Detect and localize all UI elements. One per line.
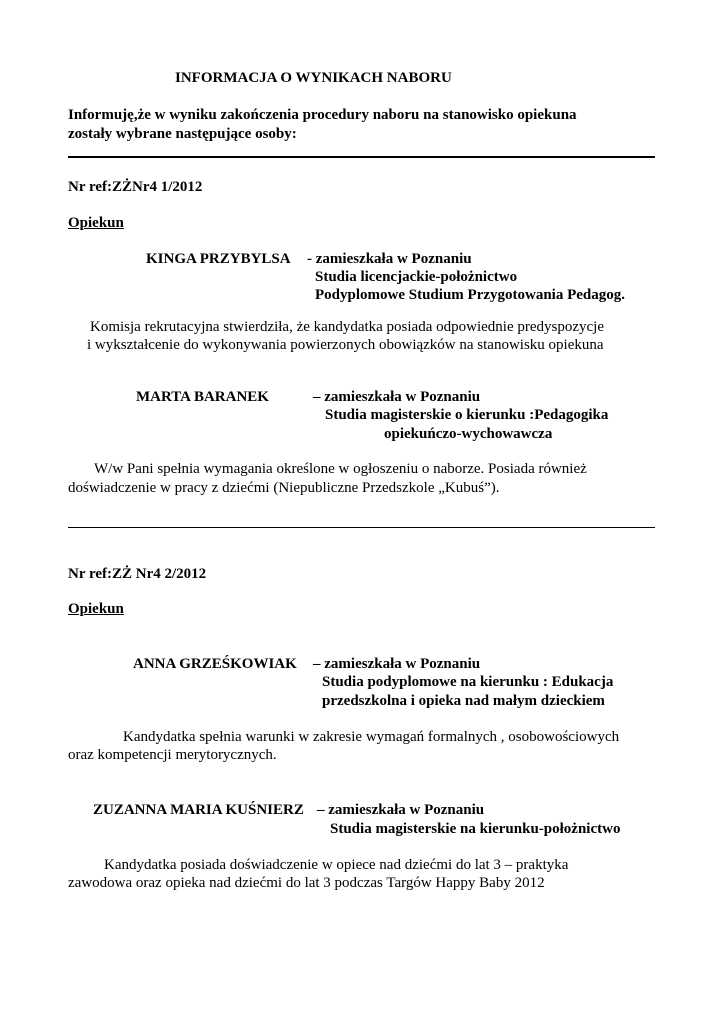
candidate-comment: oraz kompetencji merytorycznych. [68,747,277,763]
candidate-residence: – zamieszkała w Poznaniu [317,802,485,818]
candidate-education: Studia magisterskie na kierunku-położnictwo [330,821,621,837]
intro-line-2: zostały wybrane następujące osoby: [68,126,297,142]
candidate-education: Studia magisterskie o kierunku :Pedagogika [325,407,609,423]
candidate-comment: W/w Pani spełnia wymagania określone w ogłoszeniu o naborze. Posiada również [94,461,587,477]
candidate-education: Studia podyplomowe na kierunku : Edukacja [322,674,614,690]
ref-number: Nr ref:ZŻ Nr4 2/2012 [68,566,207,582]
position-heading: Opiekun [68,601,124,617]
candidate-name: ZUZANNA MARIA KUŚNIERZ [93,802,304,818]
position-heading: Opiekun [68,215,124,231]
candidate-comment: i wykształcenie do wykonywania powierzonych obowiązków na stanowisku opiekuna [87,337,604,353]
intro-line-1: Informuję,że w wyniku zakończenia procedury naboru na stanowisko opiekuna [68,107,577,123]
page-title: INFORMACJA O WYNIKACH NABORU [175,70,452,86]
candidate-name: ANNA GRZEŚKOWIAK [133,656,297,672]
candidate-comment: Komisja rekrutacyjna stwierdziła, że kandydatka posiada odpowiednie predyspozycje [90,319,604,335]
candidate-education: Podyplomowe Studium Przygotowania Pedagog. [315,287,626,303]
candidate-comment: doświadczenie w pracy z dziećmi (Niepubliczne Przedszkole „Kubuś”). [68,480,500,496]
candidate-residence: – zamieszkała w Poznaniu [313,389,481,405]
divider [68,527,655,528]
divider [68,156,655,158]
candidate-comment: Kandydatka spełnia warunki w zakresie wymagań formalnych , osobowościowych [123,729,620,745]
ref-number: Nr ref:ZŻNr4 1/2012 [68,179,203,195]
candidate-comment: Kandydatka posiada doświadczenie w opiece nad dziećmi do lat 3 – praktyka [104,857,569,873]
candidate-residence: - zamieszkała w Poznaniu [307,251,472,267]
candidate-name: KINGA PRZYBYLSA [146,251,291,267]
candidate-comment: zawodowa oraz opieka nad dziećmi do lat 3 podczas Targów Happy Baby 2012 [68,875,545,891]
candidate-education: Studia licencjackie-położnictwo [315,269,518,285]
candidate-residence: – zamieszkała w Poznaniu [313,656,481,672]
candidate-education: opiekuńczo-wychowawcza [384,426,553,442]
candidate-education: przedszkolna i opieka nad małym dzieckiem [322,693,605,709]
candidate-name: MARTA BARANEK [136,389,269,405]
